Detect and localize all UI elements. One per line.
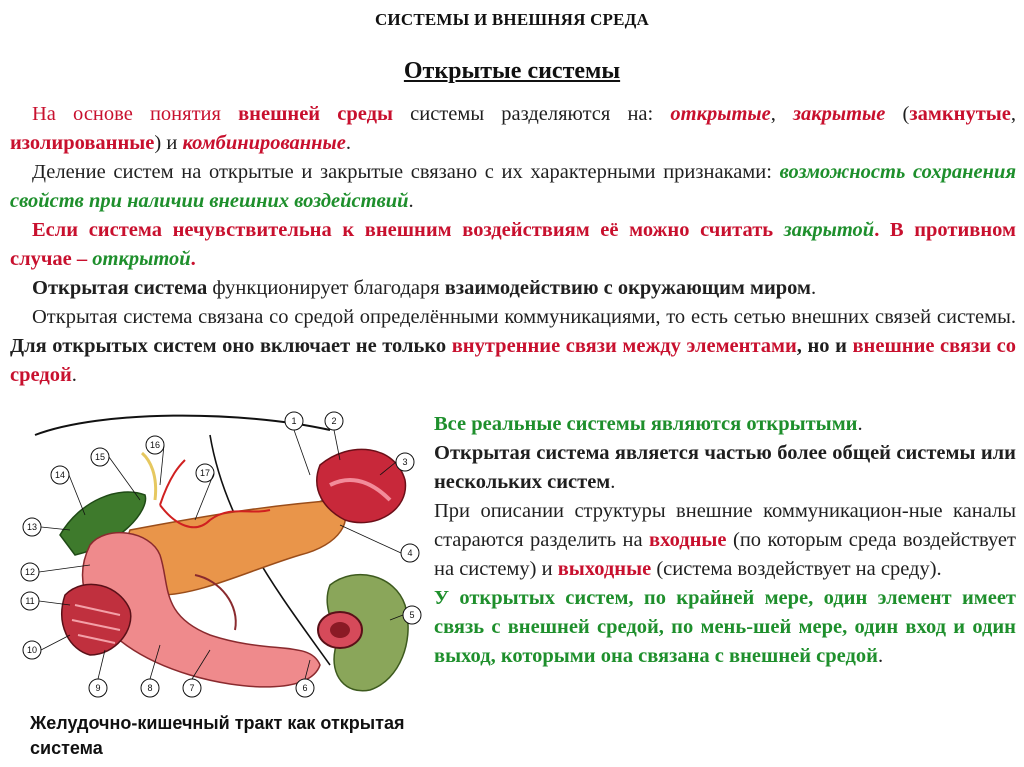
term-open-system-bold: Открытая система (32, 277, 208, 299)
paragraph-part-of-general (434, 439, 1016, 497)
text-span: Если система нечувствительна к внешним воздействиям её можно считать (32, 219, 784, 241)
paragraph-channels (434, 497, 1016, 584)
term-interaction: взаимодействию с окружающим миром (444, 277, 812, 299)
text-span: . (408, 190, 414, 212)
term-open: открытые (670, 103, 771, 125)
paragraph-division (10, 158, 1016, 216)
callout-number: 14 (54, 470, 66, 480)
text-span-green: У открытых систем, по крайней мере, один элемент имеет связь с внешней средой, по мень-шей мере, один вход и один выход, которыми она связана с внешней средой (434, 587, 1016, 667)
text-span: ) и (154, 132, 183, 154)
text-span: Деление систем на открытые и закрытые связано с их характерными признаками: (32, 161, 780, 183)
term-closed-system: закрытой (783, 219, 875, 241)
text-span: , (770, 103, 793, 125)
callout-number: 11 (25, 596, 35, 606)
section-title: Открытые системы (403, 58, 621, 84)
callout-number: 7 (189, 683, 195, 693)
text-span: . В противном случае – (10, 219, 1016, 270)
callout-number: 8 (147, 683, 153, 693)
callout-number: 15 (94, 452, 106, 462)
paragraph-all-real-open (434, 410, 1016, 439)
callout-number: 6 (302, 683, 308, 693)
text-span: . (857, 413, 863, 435)
callout-number: 9 (95, 683, 101, 693)
paragraph-insensitive (10, 216, 1016, 274)
term-open-system: открытой (92, 248, 191, 270)
paragraph-communications (10, 303, 1016, 390)
top-text-block (10, 100, 1016, 390)
term-outputs: выходные (557, 558, 652, 580)
callout-number: 12 (24, 567, 36, 577)
callout-number: 17 (199, 468, 211, 478)
text-span: . (610, 471, 616, 493)
callout-number: 13 (26, 522, 38, 532)
term-all-systems-open: Все реальные системы являются открытыми (434, 413, 858, 435)
text-span: функционирует благодаря (207, 277, 445, 299)
callout-number: 16 (149, 440, 161, 450)
text-span: При описании структуры внешние коммуникацион-ные каналы стараются разделить на (434, 500, 1016, 551)
figure-caption: Желудочно-кишечный тракт как открытая система (30, 713, 405, 758)
term-isolated: изолированные (10, 132, 155, 154)
term-combined: комбинированные (182, 132, 346, 154)
text-span-bold: Открытая система является частью более общей системы или нескольких систем (434, 442, 1016, 493)
text-span: , (1010, 103, 1016, 125)
term-inputs: входные (649, 529, 727, 551)
text-span: ( (885, 103, 910, 125)
paragraph-functioning (10, 274, 1016, 303)
term-external-environment: внешней среды (238, 103, 393, 125)
paragraph-system-types (10, 100, 1016, 158)
term-property-preservation: возможность сохранения свойств при наличии внешних воздействий (10, 161, 1016, 212)
text-span-bold: , но и (796, 335, 853, 357)
paragraph-element-links (434, 584, 1016, 671)
right-text-block (434, 410, 1016, 671)
text-span: На основе понятия (32, 103, 239, 125)
term-external-links: внешние связи со средой (10, 335, 1016, 386)
callout-number: 5 (409, 610, 415, 620)
text-span-bold: Для открытых систем оно включает не только (10, 335, 452, 357)
digestive-tract-illustration (10, 405, 428, 705)
callout-number: 2 (331, 416, 337, 426)
callout-number: 4 (407, 548, 413, 558)
callout-number: 1 (291, 416, 297, 426)
text-span: . (190, 248, 196, 270)
text-span: Открытая система связана со средой определёнными коммуникациями, то есть сетью внешних связей системы. (32, 306, 1016, 328)
text-span: . (345, 132, 351, 154)
text-span: (по которым среда воздействует на систему) и (434, 529, 1016, 580)
slide-title: СИСТЕМЫ И ВНЕШНЯЯ СРЕДА (374, 10, 650, 29)
text-span: (система воздействует на среду). (651, 558, 942, 580)
text-span: . (877, 645, 884, 667)
callout-number: 3 (402, 457, 408, 467)
term-closed: закрытые (793, 103, 886, 125)
callout-number: 10 (26, 645, 38, 655)
text-span: системы разделяются на: (392, 103, 671, 125)
term-locked: замкнутые (909, 103, 1011, 125)
term-internal-links: внутренние связи между элементами (451, 335, 797, 357)
text-span: . (811, 277, 817, 299)
text-span: . (71, 364, 77, 386)
